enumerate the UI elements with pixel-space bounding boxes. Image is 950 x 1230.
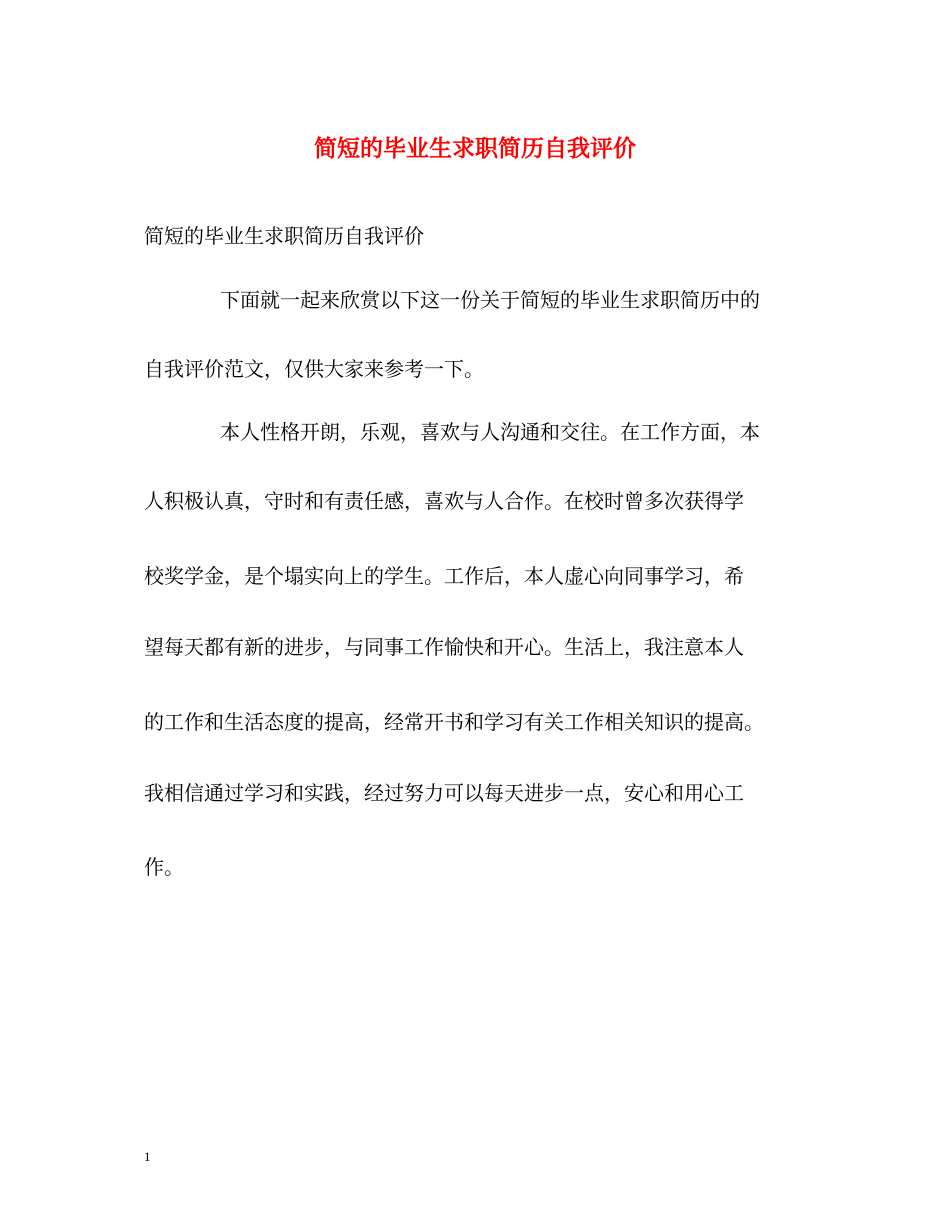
paragraph-1-line-1: 下面就一起来欣赏以下这一份关于简短的毕业生求职简历中的 (220, 288, 760, 312)
paragraph-2-line-1: 本人性格开朗，乐观，喜欢与人沟通和交往。在工作方面，本 (220, 420, 760, 444)
paragraph-2-line-4: 望每天都有新的进步，与同事工作愉快和开心。生活上，我注意本人 (144, 635, 744, 659)
paragraph-2-line-3: 校奖学金，是个塌实向上的学生。工作后，本人虚心向同事学习，希 (144, 564, 744, 588)
paragraph-2-line-5: 的工作和生活态度的提高，经常开书和学习有关工作相关知识的提高。 (144, 710, 764, 734)
paragraph-2-line-7: 作。 (144, 855, 184, 879)
paragraph-2-line-2: 人积极认真，守时和有责任感，喜欢与人合作。在校时曾多次获得学 (144, 489, 744, 513)
paragraph-1-line-2: 自我评价范文，仅供大家来参考一下。 (144, 357, 484, 381)
document-subtitle: 简短的毕业生求职简历自我评价 (144, 224, 424, 248)
paragraph-2-line-6: 我相信通过学习和实践，经过努力可以每天进步一点，安心和用心工 (144, 781, 744, 805)
page-number: 1 (144, 1149, 151, 1164)
page-title: 简短的毕业生求职简历自我评价 (314, 135, 636, 162)
